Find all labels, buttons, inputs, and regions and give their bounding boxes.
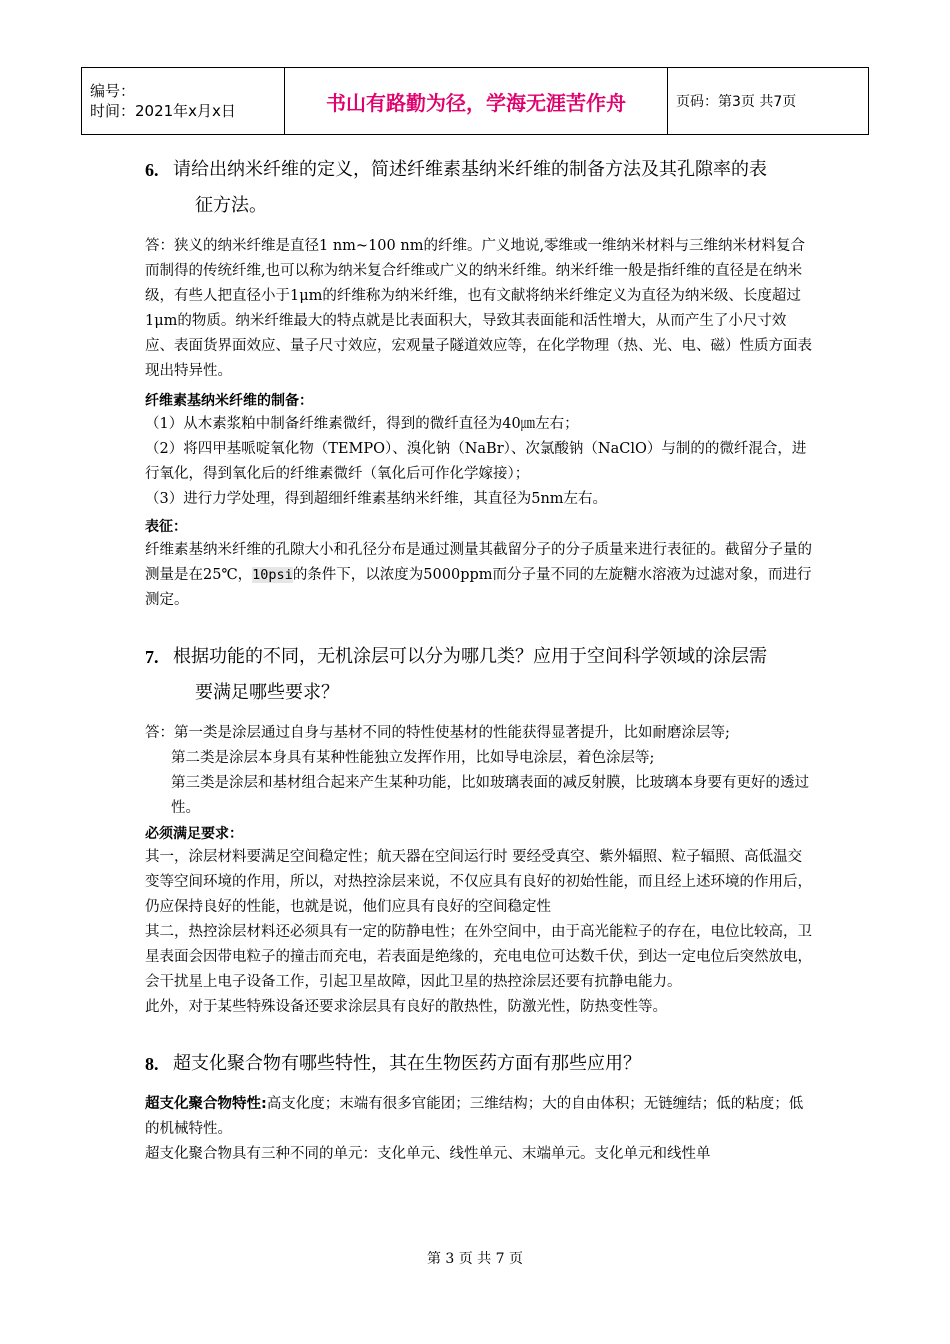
question-text: 根据功能的不同，无机涂层可以分为哪几类？应用于空间科学领域的涂层需 要满足哪些要求？: [173, 646, 767, 703]
question-text: 超支化聚合物有哪些特性，其在生物医药方面有那些应用？: [173, 1053, 641, 1074]
code-label: 编号：: [90, 82, 136, 100]
question-6: [145, 152, 815, 224]
time-label: 时间：2021年x月x日: [90, 102, 236, 120]
paragraph: 超支化聚合物具有三种不同的单元：支化单元、线性单元、末端单元。支化单元和线性单: [145, 1146, 711, 1162]
question-number: 6.: [145, 160, 159, 180]
paragraph: 其二，热控涂层材料还必须具有一定的防静电性；在外空间中，由于高光能粒子的存在，电位比较高，卫星表面会因带电粒子的撞击而充电，若表面是绝缘的，充电电位可达数千伏，到达一定电位后突然放电，会干扰星上电子设备工作，引起卫星故障，因此卫星的热控涂层还要有抗静电能力。: [145, 924, 812, 990]
answer-paragraph: 答：第一类是涂层通过自身与基材不同的特性使基材的性能获得显著提升，比如耐磨涂层等;: [145, 725, 730, 741]
list-item: （3）进行力学处理，得到超细纤维素基纳米纤维，其直径为5nm左右。: [145, 491, 608, 507]
list-item: （1）从木素浆粕中制备纤维素微纤，得到的微纤直径为40㎛左右；: [145, 416, 579, 432]
page-label: 页码：第3页 共7页: [668, 68, 869, 135]
page-footer: 第 3 页 共 7 页: [426, 1251, 524, 1267]
list-item: （2）将四甲基哌啶氧化物（TEMPO）、溴化钠（NaBr）、次氯酸钠（NaClO）与制的的微纤混合，进行氧化，得到氧化后的纤维素微纤（氧化后可作化学嫁接）；: [145, 441, 807, 482]
paragraph: 纤维素基纳米纤维的孔隙大小和孔径分布是通过测量其截留分子的分子质量来进行表征的。截留分子量的测量是在25℃，10psi的条件下，以浓度为5000ppm而分子量不同的左旋糖水溶液为过滤对象，而进行测定。: [145, 542, 812, 608]
document-body: [145, 152, 815, 1167]
question-text: 请给出纳米纤维的定义，简述纤维素基纳米纤维的制备方法及其孔隙率的表 征方法。: [173, 159, 767, 216]
header-meta: [82, 68, 285, 135]
paragraph: 其一，涂层材料要满足空间稳定性；航天器在空间运行时 要经受真空、紫外辐照、粒子辐照、高低温交变等空间环境的作用，所以，对热控涂层来说，不仅应具有良好的初始性能，而且经上述环境的作用后，仍应保持良好的性能，也就是说，他们应具有良好的空间稳定性: [145, 849, 812, 915]
question-number: 7.: [145, 647, 159, 667]
question-7: [145, 639, 815, 711]
paragraph: 第三类是涂层和基材组合起来产生某种功能，比如玻璃表面的减反射膜，比玻璃本身要有更好的透过性。: [171, 775, 809, 816]
motto: 书山有路勤为径，学海无涯苦作舟: [285, 68, 668, 135]
inline-heading: 超支化聚合物特性:: [145, 1096, 267, 1112]
paragraph: 第二类是涂层本身具有某种性能独立发挥作用，比如导电涂层，着色涂层等;: [171, 750, 655, 766]
question-number: 8.: [145, 1054, 159, 1074]
paragraph: 超支化聚合物特性:高支化度；末端有很多官能团；三维结构；大的自由体积；无链缠结；低的粘度；低的机械特性。: [145, 1096, 804, 1137]
answer-paragraph: 答：狭义的纳米纤维是直径1 nm~100 nm的纤维。广义地说,零维或一维纳米材料与三维纳米材料复合而制得的传统纤维,也可以称为纳米复合纤维或广义的纳米纤维。纳米纤维一般是指纤维的直径是在纳米级，有些人把直径小于1μm的纤维称为纳米纤维，也有文献将纳米纤维定义为直径为纳米级、长度超过1μm的物质。纳米纤维最大的特点就是比表面积大，导致其表面能和活性增大，从而产生了小尺寸效应、表面货界面效应、量子尺寸效应，宏观量子隧道效应等，在化学物理（热、光、电、磁）性质方面表现出特异性。: [145, 238, 812, 379]
question-8: [145, 1046, 815, 1082]
highlighted-text: 10psi: [252, 567, 293, 583]
page-header: [81, 67, 869, 135]
section-heading: 纤维素基纳米纤维的制备：: [145, 393, 313, 409]
section-heading: 表征：: [145, 519, 187, 535]
paragraph: 此外，对于某些特殊设备还要求涂层具有良好的散热性，防激光性，防热变性等。: [145, 999, 667, 1015]
section-heading: 必须满足要求：: [145, 826, 243, 842]
